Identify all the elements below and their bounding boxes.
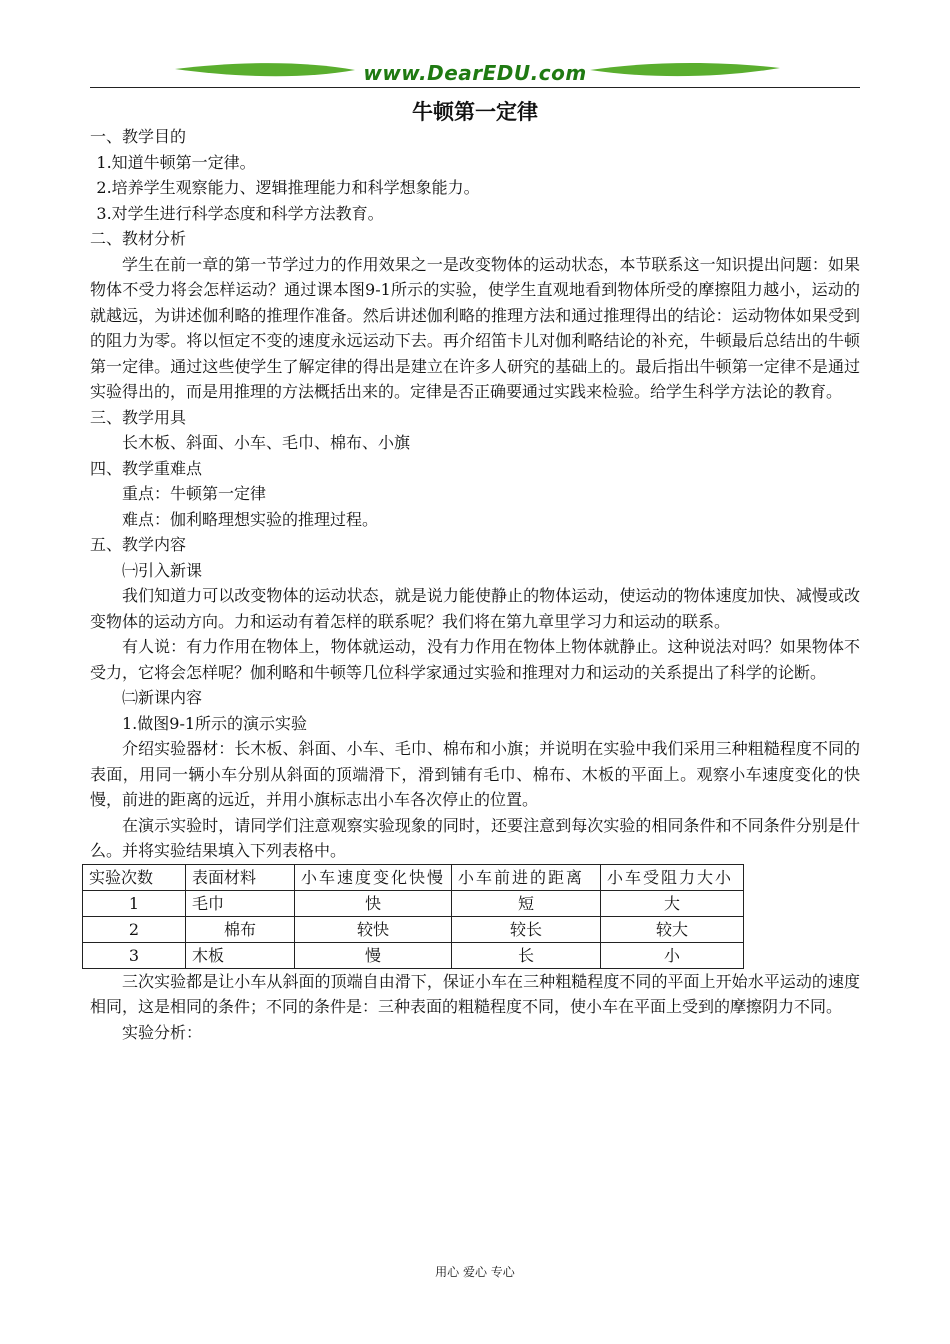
table-header-cell: 实验次数 [83, 864, 186, 890]
page-title: 牛顿第一定律 [412, 100, 538, 124]
table-header-row [83, 864, 744, 890]
table-row [83, 942, 744, 968]
site-logo-text: www.DearEDU.com [363, 61, 587, 85]
step-1-heading: 1.做图9-1所示的演示实验 [122, 713, 308, 733]
table-cell: 小 [601, 942, 744, 968]
analysis-paragraph: 学生在前一章的第一节学过力的作用效果之一是改变物体的运动状态，本节联系这一知识提出问题：如果物体不受力将会怎样运动？通过课本图9-1所示的实验，使学生直观地看到物体所受的摩擦阻力越小，运动的就越远，为讲述伽利略的推理作准备。然后讲述伽利略的推理方法和通过推理得出的结论：运动物体如果受到的阻力为零。将以恒定不变的速度永远运动下去。再介绍笛卡儿对伽利略结论的补充，牛顿最后总结出的牛顿第一定律。通过这些使学生了解定律的得出是建立在许多人研究的基础上的。最后指出牛顿第一定律不是通过实验得出的，而是用推理的方法概括出来的。定律是否正确要通过实践来检验。给学生科学方法论的教育。 [90, 254, 860, 401]
intro-paragraph-2: 有人说：有力作用在物体上，物体就运动，没有力作用在物体上物体就静止。这种说法对吗？如果物体不受力，它将会怎样呢？伽利略和牛顿等几位科学家通过实验和推理对力和运动的关系提出了科学的论断。 [90, 637, 860, 682]
table-row [83, 916, 744, 942]
table-cell: 短 [452, 890, 601, 916]
site-header [90, 52, 860, 102]
table-cell: 毛巾 [186, 890, 295, 916]
section-heading-analysis: 二、教材分析 [90, 229, 187, 248]
section-heading-goals: 一、教学目的 [90, 127, 187, 146]
table-header-cell: 小车受阻力大小 [601, 864, 744, 890]
table-header-cell: 小车前进的距离 [452, 864, 601, 890]
section-heading-focus: 四、教学重难点 [90, 458, 203, 478]
table-cell: 1 [83, 890, 186, 916]
table-cell: 长 [452, 942, 601, 968]
document-body [90, 124, 860, 1045]
key-point: 重点：牛顿第一定律 [122, 484, 267, 503]
table-header-cell: 小车速度变化快慢 [295, 864, 452, 890]
table-cell: 大 [601, 890, 744, 916]
subsection-new-lesson: ㈡新课内容 [122, 688, 203, 707]
table-cell: 快 [295, 890, 452, 916]
intro-paragraph-1: 我们知道力可以改变物体的运动状态，就是说力能使静止的物体运动，使运动的物体速度加快、减慢或改变物体的运动方向。力和运动有着怎样的联系呢？我们将在第九章里学习力和运动的联系。 [90, 586, 860, 631]
goal-item-2: 2.培养学生观察能力、逻辑推理能力和科学想象能力。 [96, 178, 480, 197]
table-cell: 较快 [295, 916, 452, 942]
table-cell: 木板 [186, 942, 295, 968]
section-heading-content: 五、教学内容 [90, 535, 187, 554]
goal-item-3: 3.对学生进行科学态度和科学方法教育。 [96, 203, 384, 223]
difficult-point: 难点：伽利略理想实验的推理过程。 [122, 509, 379, 529]
table-row [83, 890, 744, 916]
subsection-intro: ㈠引入新课 [122, 560, 203, 580]
table-cell: 棉布 [186, 916, 295, 942]
experiment-table [82, 864, 744, 969]
header-rule [90, 87, 860, 88]
tools-list: 长木板、斜面、小车、毛巾、棉布、小旗 [122, 433, 411, 452]
equipment-paragraph: 介绍实验器材：长木板、斜面、小车、毛巾、棉布和小旗；并说明在实验中我们采用三种粗糙程度不同的表面，用同一辆小车分别从斜面的顶端滑下，滑到铺有毛巾、棉布、木板的平面上。观察小车速度变化的快慢，前进的距离的远近，并用小旗标志出小车各次停止的位置。 [90, 739, 860, 809]
observation-paragraph: 在演示实验时，请同学们注意观察实验现象的同时，还要注意到每次实验的相同条件和不同条件分别是什么。并将实验结果填入下列表格中。 [90, 815, 860, 860]
goal-item-1: 1.知道牛顿第一定律。 [96, 152, 256, 172]
table-cell: 较长 [452, 916, 601, 942]
analysis-label: 实验分析： [122, 1022, 203, 1042]
section-heading-tools: 三、教学用具 [90, 407, 187, 427]
table-cell: 2 [83, 916, 186, 942]
table-cell: 3 [83, 942, 186, 968]
page-footer: 用心 爱心 专心 [435, 1265, 515, 1279]
table-cell: 较大 [601, 916, 744, 942]
table-cell: 慢 [295, 942, 452, 968]
conditions-paragraph: 三次实验都是让小车从斜面的顶端自由滑下，保证小车在三种粗糙程度不同的平面上开始水平运动的速度相同，这是相同的条件；不同的条件是：三种表面的粗糙程度不同，使小车在平面上受到的摩擦阴力不同。 [90, 971, 860, 1016]
table-header-cell: 表面材料 [186, 864, 295, 890]
